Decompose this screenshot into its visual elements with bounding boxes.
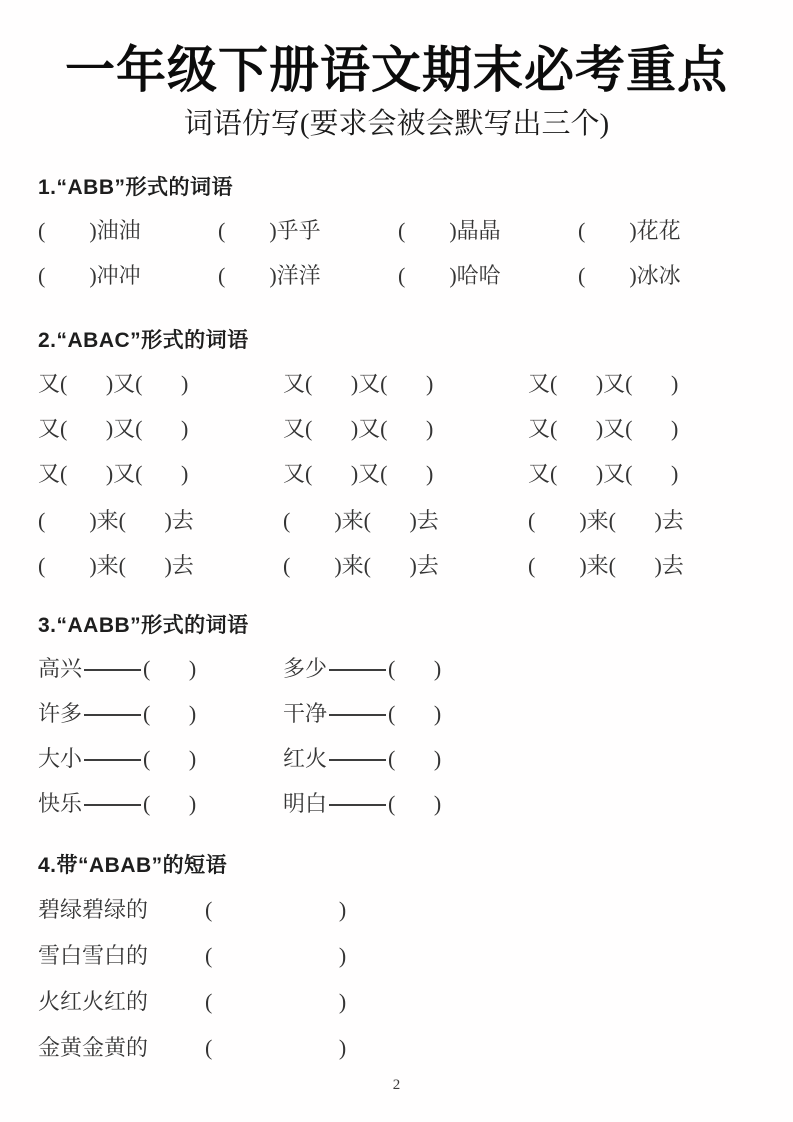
aabb-pair (38, 699, 283, 729)
abb-blank-cell: ( )哈哈 (398, 263, 501, 289)
phrase-blank: ( ) (205, 989, 347, 1015)
laiqu-blank-cell: ( )来( )去 (283, 508, 439, 534)
laiqu-blank-cell: ( )来( )去 (528, 553, 684, 579)
section-abb (38, 171, 755, 291)
phrase-label: 火红火红的 (38, 989, 149, 1015)
pair-blank: ( ) (143, 791, 197, 817)
abac-blank-cell: 又( )又( ) (283, 461, 434, 487)
abac-row (38, 369, 755, 399)
abab-row (38, 941, 755, 971)
abab-row (38, 895, 755, 925)
dash-line (329, 714, 386, 716)
phrase-blank: ( ) (205, 943, 347, 969)
abb-blank-cell: ( )花花 (578, 218, 681, 244)
laiqu-blank-cell: ( )来( )去 (38, 553, 194, 579)
aabb-pair (38, 744, 283, 774)
dash-line (84, 714, 141, 716)
abb-row (38, 261, 755, 291)
laiqu-row (38, 506, 755, 536)
phrase-label: 雪白雪白的 (38, 943, 149, 969)
dash-line (84, 804, 141, 806)
pair-blank: ( ) (388, 746, 442, 772)
pair-blank: ( ) (143, 746, 197, 772)
dash-line (329, 804, 386, 806)
pair-word: 明白 (283, 791, 328, 817)
pair-word: 许多 (38, 701, 83, 727)
page-subtitle: 词语仿写(要求会被会默写出三个) (183, 108, 610, 140)
dash-line (329, 669, 386, 671)
abab-row (38, 1033, 755, 1063)
abab-row (38, 987, 755, 1017)
section-abab (38, 849, 755, 1063)
abac-blank-cell: 又( )又( ) (528, 461, 679, 487)
aabb-pair (283, 654, 528, 684)
abb-row (38, 216, 755, 246)
abb-blank-cell: ( )冰冰 (578, 263, 681, 289)
dash-line (329, 759, 386, 761)
laiqu-blank-cell: ( )来( )去 (283, 553, 439, 579)
pair-blank: ( ) (388, 791, 442, 817)
phrase-label: 金黄金黄的 (38, 1035, 149, 1061)
section-abb-heading: 1.“ABB”形式的词语 (38, 176, 234, 200)
pair-word: 干净 (283, 701, 328, 727)
laiqu-blank-cell: ( )来( )去 (38, 508, 194, 534)
laiqu-row (38, 551, 755, 581)
abb-blank-cell: ( )晶晶 (398, 218, 501, 244)
section-abab-heading: 4.带“ABAB”的短语 (38, 854, 228, 878)
phrase-blank: ( ) (205, 1035, 347, 1061)
abac-row (38, 414, 755, 444)
section-abac-heading: 2.“ABAC”形式的词语 (38, 329, 249, 353)
abac-blank-cell: 又( )又( ) (38, 371, 189, 397)
laiqu-blank-cell: ( )来( )去 (528, 508, 684, 534)
abac-blank-cell: 又( )又( ) (528, 371, 679, 397)
section-abac (38, 324, 755, 581)
abb-blank-cell: ( )洋洋 (218, 263, 321, 289)
pair-word: 高兴 (38, 656, 83, 682)
abb-blank-cell: ( )油油 (38, 218, 141, 244)
aabb-pair (283, 744, 528, 774)
abac-row (38, 459, 755, 489)
section-aabb (38, 609, 755, 819)
abac-blank-cell: 又( )又( ) (283, 416, 434, 442)
section-aabb-heading: 3.“AABB”形式的词语 (38, 614, 249, 638)
dash-line (84, 669, 141, 671)
pair-blank: ( ) (143, 656, 197, 682)
pair-blank: ( ) (388, 656, 442, 682)
page-title: 一年级下册语文期末必考重点 (65, 42, 728, 98)
pair-word: 大小 (38, 746, 83, 772)
phrase-label: 碧绿碧绿的 (38, 897, 149, 923)
aabb-row (38, 654, 755, 684)
pair-blank: ( ) (388, 701, 442, 727)
aabb-row (38, 789, 755, 819)
abb-blank-cell: ( )冲冲 (38, 263, 141, 289)
aabb-pair (38, 789, 283, 819)
pair-word: 红火 (283, 746, 328, 772)
page-number: 2 (392, 1077, 401, 1093)
aabb-row (38, 699, 755, 729)
dash-line (84, 759, 141, 761)
aabb-row (38, 744, 755, 774)
abac-blank-cell: 又( )又( ) (283, 371, 434, 397)
pair-word: 快乐 (38, 791, 83, 817)
abb-blank-cell: ( )乎乎 (218, 218, 321, 244)
aabb-pair (283, 699, 528, 729)
pair-word: 多少 (283, 656, 328, 682)
phrase-blank: ( ) (205, 897, 347, 923)
abac-blank-cell: 又( )又( ) (528, 416, 679, 442)
abac-blank-cell: 又( )又( ) (38, 461, 189, 487)
pair-blank: ( ) (143, 701, 197, 727)
aabb-pair (38, 654, 283, 684)
aabb-pair (283, 789, 528, 819)
abac-blank-cell: 又( )又( ) (38, 416, 189, 442)
